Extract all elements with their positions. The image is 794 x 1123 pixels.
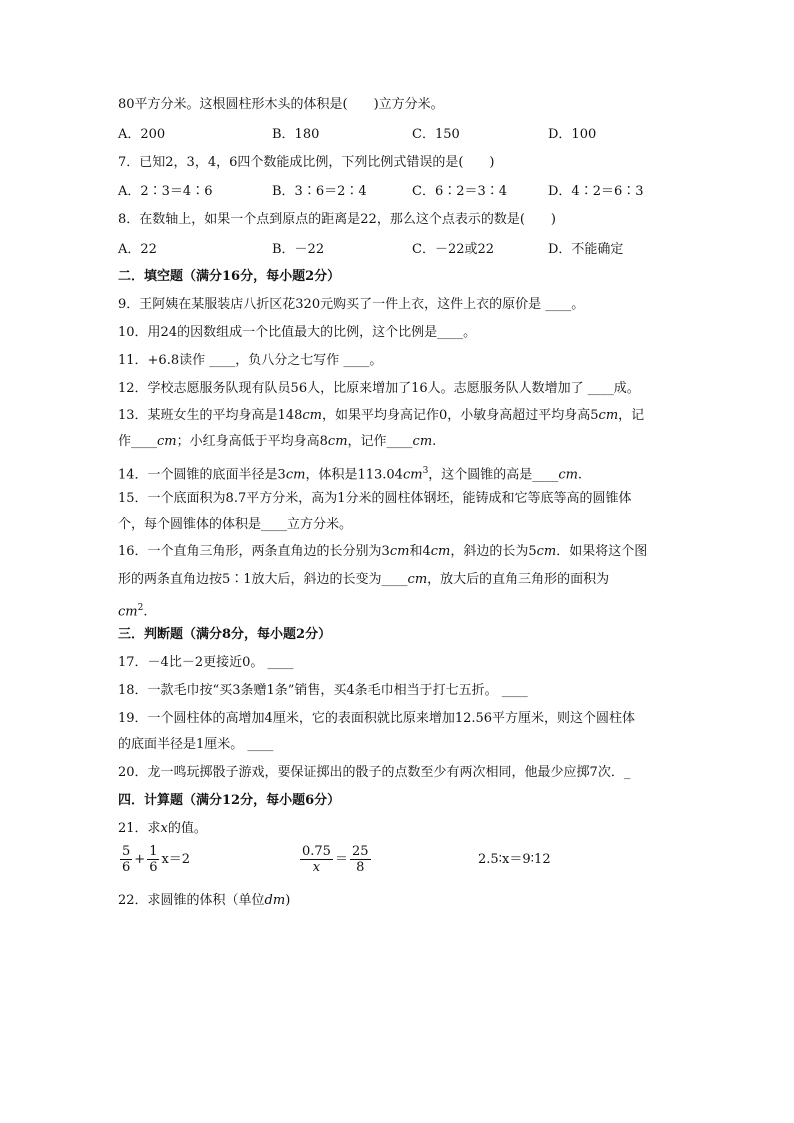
q21-equation-3: 2.5∶x＝9∶12 — [478, 852, 551, 867]
q21-equation-2: $\frac{0.75}{x}$ ＝ $\frac{25}{8}$ — [302, 844, 369, 875]
q8-stem: 8．在数轴上，如果一个点到原点的距离是22，那么这个点表示的数是( ) — [118, 212, 556, 227]
q10: 10．用24的因数组成一个比值最大的比例，这个比例是____。 — [118, 325, 477, 340]
q8-option-b: B．－22 — [272, 242, 325, 257]
section-2-heading: 二．填空题（满分16分，每小题2分） — [118, 269, 341, 284]
q21-stem: 21．求x的值。 — [118, 821, 207, 836]
q6-option-d: D．100 — [548, 127, 597, 142]
q16-line-1: 16．一个直角三角形，两条直角边的长分别为3cm和4cm，斜边的长为5cm．如果将这个图 — [118, 544, 648, 559]
section-4-heading: 四．计算题（满分12分，每小题6分） — [118, 793, 341, 808]
q7-stem: 7．已知2，3，4，6四个数能成比例，下列比例式错误的是( ) — [118, 155, 495, 170]
fraction: $\frac{1}{6}$ — [149, 844, 158, 875]
q7-option-b: B．3∶6＝2∶4 — [272, 184, 367, 199]
q6-continuation: 80平方分米。这根圆柱形木头的体积是( )立方分米。 — [118, 97, 444, 112]
fraction: $\frac{0.75}{x}$ — [302, 844, 331, 875]
q8-option-d: D．不能确定 — [548, 242, 624, 257]
q13-line-1: 13．某班女生的平均身高是148cm，如果平均身高记作0，小敏身高超过平均身高5cm，记 — [118, 408, 645, 423]
q22: 22．求圆锥的体积（单位dm) — [118, 893, 291, 908]
q20: 20．龙一鸣玩掷骰子游戏，要保证掷出的骰子的点数至少有两次相同，他最少应掷7次．_ — [118, 765, 631, 780]
q12: 12．学校志愿服务队现有队员56人，比原来增加了16人。志愿服务队人数增加了 ____成。 — [118, 381, 640, 396]
q21-equation-1: $\frac{5}{6}$ + $\frac{1}{6}$ x＝2 — [122, 844, 191, 875]
q7-option-a: A．2∶3＝4∶6 — [118, 184, 213, 199]
q14: 14．一个圆锥的底面半径是3cm，体积是$113.04cm^3$，这个圆锥的高是____cm. — [118, 466, 583, 483]
q19-line-1: 19．一个圆柱体的高增加4厘米，它的表面积就比原来增加12.56平方厘米，则这个圆柱体 — [118, 711, 636, 726]
q6-option-b: B．180 — [272, 127, 320, 142]
q15-line-2: 个，每个圆锥体的体积是____立方分米。 — [118, 517, 353, 532]
q6-option-a: A．200 — [118, 127, 166, 142]
q16-line-2: 形的两条直角边按5∶1放大后，斜边的长变为____cm，放大后的直角三角形的面积为 — [118, 572, 610, 587]
q6-option-c: C．150 — [412, 127, 460, 142]
fraction: $\frac{25}{8}$ — [351, 844, 369, 875]
q16-line-3: $cm^2$. — [118, 603, 148, 620]
q7-option-c: C．6∶2＝3∶4 — [412, 184, 508, 199]
q15-line-1: 15．一个底面积为8.7平方分米，高为1分米的圆柱体钢坯，能铸成和它等底等高的圆锥体 — [118, 491, 632, 506]
section-3-heading: 三．判断题（满分8分，每小题2分） — [118, 627, 332, 642]
q8-option-c: C．－22或22 — [412, 242, 495, 257]
q18: 18．一款毛巾按“买3条赠1条”销售，买4条毛巾相当于打七五折。 ____ — [118, 683, 528, 698]
q7-option-d: D．4∶2＝6∶3 — [548, 184, 644, 199]
q8-option-a: A．22 — [118, 242, 157, 257]
q17: 17．－4比－2更接近0。 ____ — [118, 655, 294, 670]
fraction: $\frac{5}{6}$ — [122, 844, 131, 875]
q13-line-2: 作____cm；小红身高低于平均身高8cm，记作____cm. — [118, 434, 437, 449]
q9: 9．王阿姨在某服装店八折区花320元购买了一件上衣，这件上衣的原价是 ____。 — [118, 297, 585, 312]
q19-line-2: 的底面半径是1厘米。 ____ — [118, 737, 274, 752]
q11: 11．+6.8读作 ____，负八分之七写作 ____。 — [118, 353, 383, 368]
